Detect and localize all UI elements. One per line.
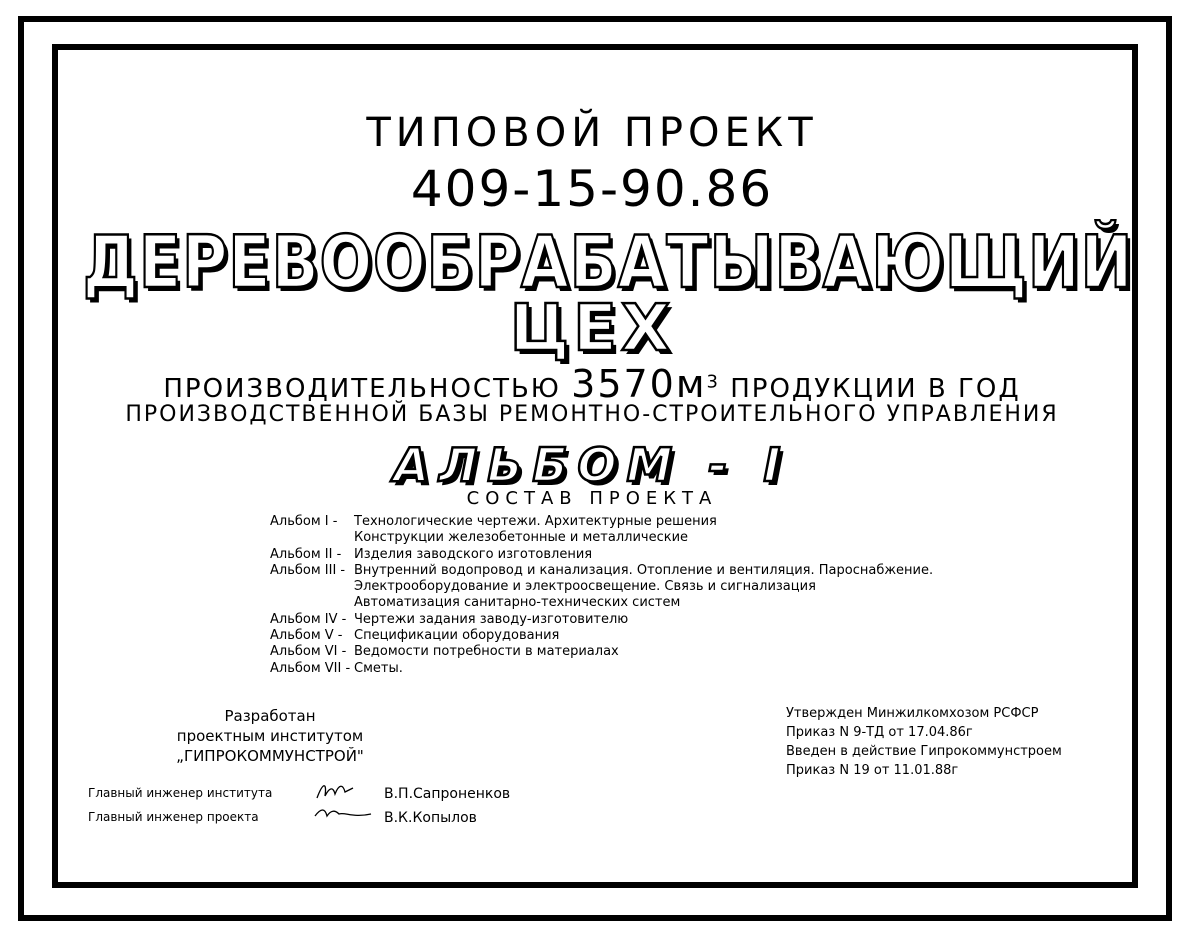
list-item: Электрооборудование и электроосвещение. Связь и сигнализация [354,579,816,595]
developer-line2: проектным институтом [176,727,364,745]
signature-icon [313,778,357,804]
developer-line1: Разработан [224,707,316,725]
composition-heading: СОСТАВ ПРОЕКТА [466,488,718,509]
capacity-value: 3570м [571,362,707,406]
subtitle-line: ПРОИЗВОДСТВЕННОЙ БАЗЫ РЕМОНТНО-СТРОИТЕЛЬНОГО УПРАВЛЕНИЯ [125,402,1059,427]
list-item: Альбом V - Спецификации оборудования [270,628,560,644]
capacity-line [0,362,1184,406]
engineer-role: Главный инженер проекта [88,810,259,824]
capacity-pre: ПРОИЗВОДИТЕЛЬНОСТЬЮ [163,374,561,404]
composition-list [270,514,933,677]
capacity-post: ПРОДУКЦИИ В ГОД [730,374,1021,404]
list-item: Альбом VII - Сметы. [270,660,403,676]
list-item: Альбом VI - Ведомости потребности в материалах [270,644,619,660]
list-item: Альбом I - Технологические чертежи. Архитектурные решения [270,514,717,529]
capacity-sup: 3 [706,371,720,393]
developer-block [120,706,420,766]
approval-line1: Утвержден Минжилкомхозом РСФСР [786,706,1039,721]
approval-block [786,704,1062,780]
engineer-name: В.К.Копылов [384,810,477,826]
engineer-name: В.П.Сапроненков [384,786,511,802]
project-code: 409-15-90.86 [410,160,774,218]
list-item: Конструкции железобетонные и металлические [354,530,689,546]
list-item: Автоматизация санитарно-технических систем [354,595,681,611]
list-item: Альбом II - Изделия заводского изготовления [270,546,593,562]
approval-line4: Приказ N 19 от 11.01.88г [786,763,959,778]
approval-line3: Введен в действие Гипрокоммунстроем [786,744,1062,759]
signature-icon [313,802,373,824]
album-title: АЛЬБОМ - I [393,438,791,492]
engineer-role: Главный инженер института [88,786,273,800]
approval-line2: Приказ N 9-ТД от 17.04.86г [786,725,973,740]
project-name-line1: ДЕРЕВООБРАБАТЫВАЮЩИЙ [82,220,1134,304]
project-name-line2: ЦЕХ [509,292,675,366]
project-type-heading: ТИПОВОЙ ПРОЕКТ [366,110,818,156]
developer-line3: „ГИПРОКОММУНСТРОЙ" [176,747,364,765]
engineer-row [88,810,477,826]
engineer-row [88,786,511,802]
list-item: Альбом III - Внутренний водопровод и канализация. Отопление и вентиляция. Пароснабжение. [270,562,934,578]
list-item: Альбом IV - Чертежи задания заводу-изготовителю [270,611,629,627]
